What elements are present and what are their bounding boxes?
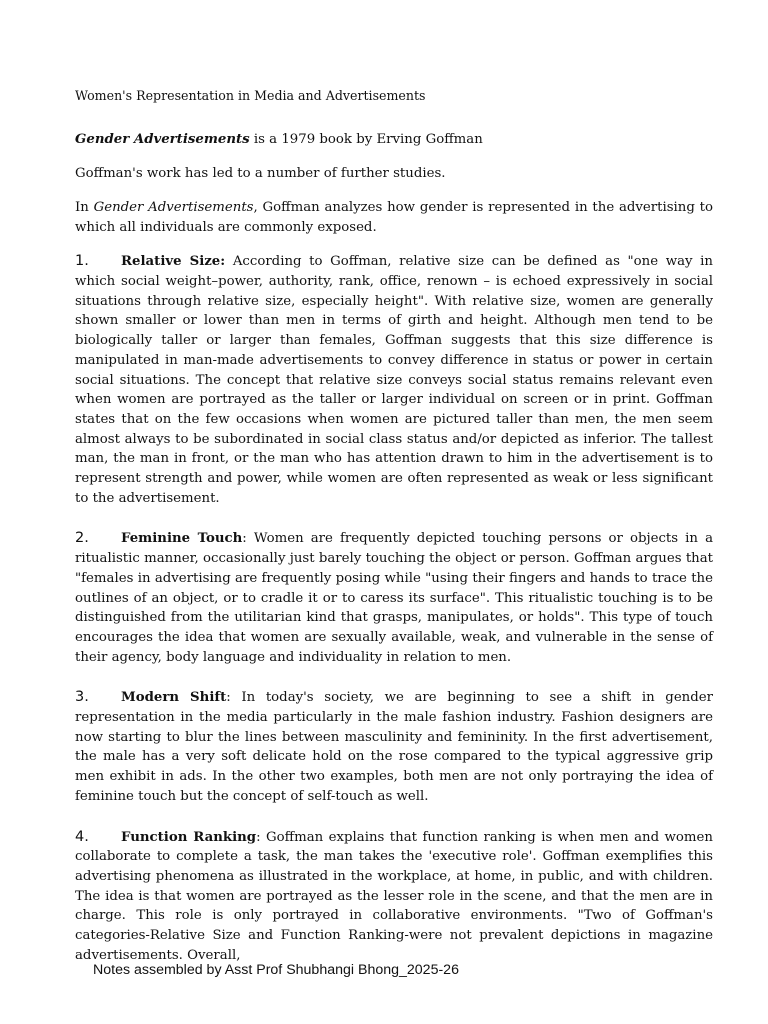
document-title: Women's Representation in Media and Advertisements <box>75 88 426 103</box>
studies-paragraph: Goffman's work has led to a number of further studies. <box>75 166 446 182</box>
analysis-text: , Goffman analyzes how gender is represented in the advertising to which all individuals are commonly exposed. <box>75 200 714 236</box>
list-item-body: In today's society, we are beginning to see a shift in gender representation in the media particularly in the male fashion industry. Fashion designers are now starting to blur the lines between masculinity and femininity. In the first advertisement, the male has a very soft delicate hold on the rose compared to the typical aggressive grip men exhibit in ads. In the other two examples, both men are not only portraying the idea of feminine touch but the concept of self-touch as well. <box>75 690 713 804</box>
list-item-function-ranking <box>75 828 713 966</box>
list-item-heading: Relative Size <box>121 254 221 270</box>
list-item-body: Women are frequently depicted touching persons or objects in a ritualistic manner, occasionally just barely touching the object or person. Goffman argues that "females in advertising are frequently posing while "using their fingers and hands to trace the outlines of an object, or to cradle it or to caress its surface". This ritualistic touching is to be distinguished from the utilitarian kind that grasps, manipulates, or holds". This type of touch encourages the idea that women are sexually available, weak, and vulnerable in the sense of their agency, body language and individuality in relation to men. <box>75 531 713 665</box>
intro-paragraph <box>75 130 713 150</box>
list-item-separator: : <box>226 690 231 706</box>
list-item-body: Goffman explains that function ranking is when men and women collaborate to complete a task, the man takes the 'executive role'. Goffman exemplifies this advertising phenomena as illustrated in the workplace, at home, in public, and with children. The idea is that women are portrayed as the lesser role in the scene, and that the men are in charge. This role is only portrayed in collaborative environments. "Two of Goffman's categories-Relative Size and Function Ranking-were not prevalent depictions in magazine advertisements. Overall, <box>75 829 713 963</box>
list-item-relative-size <box>75 252 713 508</box>
list-item-heading: Feminine Touch <box>121 531 243 547</box>
list-item-number: 2. <box>75 530 89 547</box>
analysis-paragraph <box>75 198 713 237</box>
list-item-modern-shift <box>75 688 713 806</box>
list-item-number: 3. <box>75 689 89 706</box>
list-item-heading: Function Ranking <box>121 829 257 845</box>
document-page <box>75 86 713 987</box>
page-footer: Notes assembled by Asst Prof Shubhangi Bhong_2025-26 <box>93 962 459 978</box>
list-item-separator: : <box>220 254 226 270</box>
list-item-separator: : <box>242 531 247 547</box>
list-item-feminine-touch <box>75 529 713 667</box>
intro-text: is a 1979 book by Erving Goffman <box>249 132 483 147</box>
list-item-separator: : <box>256 829 261 845</box>
list-item-body: According to Goffman, relative size can be defined as "one way in which social weight–power, authority, rank, office, renown – is echoed expressively in social situations through relative size, especially height". With relative size, women are generally shown smaller or lower than men in terms of girth and height. Although men tend to be biologically taller or larger than females, Goffman suggests that this size difference is manipulated in man-made advertisements to convey difference in status or power in certain social situations. The concept that relative size conveys social status remains relevant even when women are portrayed as the taller or larger individual on screen or in print. Goffman states that on the few occasions when women are pictured taller than men, the men seem almost always to be subordinated in social class status and/or depicted as inferior. The tallest man, the man in front, or the man who has attention drawn to him in the advertisement is to represent strength and power, while women are often represented as weak or less significant to the advertisement. <box>75 254 713 506</box>
list-item-heading: Modern Shift <box>121 690 227 706</box>
book-title: Gender Advertisements <box>75 132 250 147</box>
analysis-book-title: Gender Advertisements <box>93 200 254 216</box>
analysis-prefix: In <box>75 200 94 216</box>
list-item-number: 1. <box>75 253 89 270</box>
list-item-number: 4. <box>75 828 89 845</box>
